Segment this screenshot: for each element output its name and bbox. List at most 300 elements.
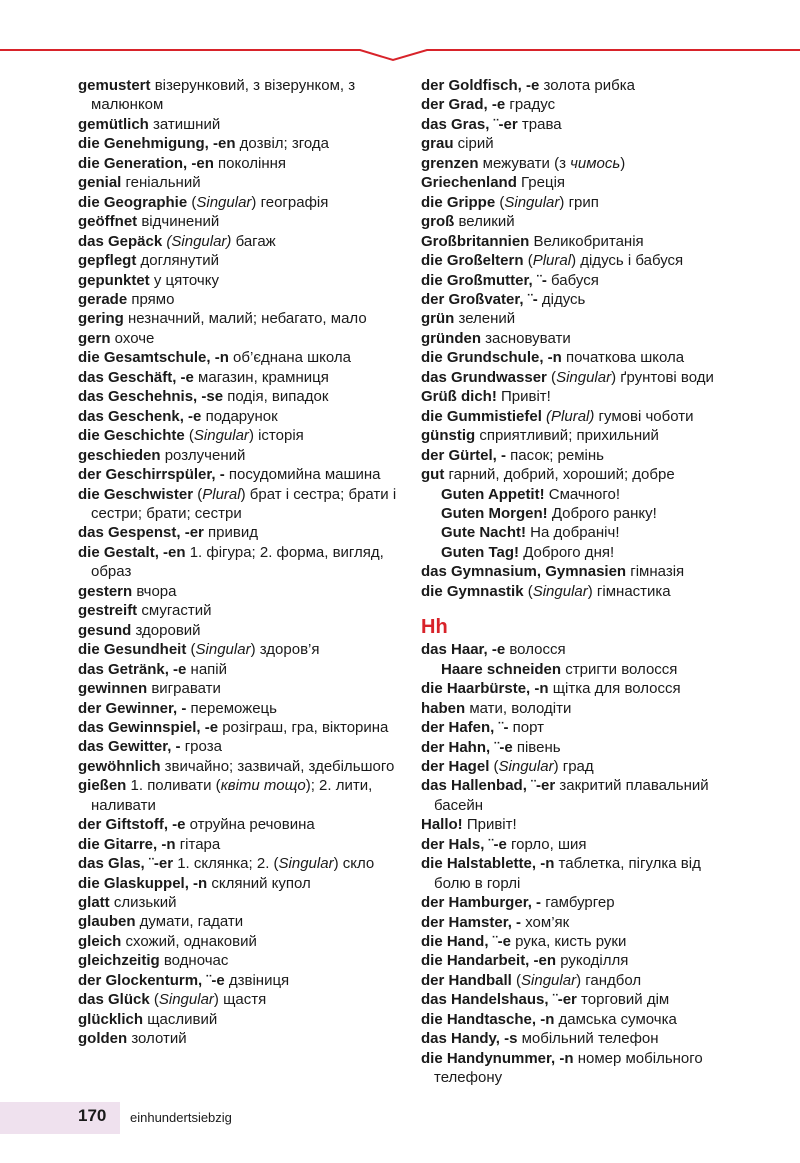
translation: затишний (148, 115, 221, 133)
dictionary-entry (421, 932, 721, 951)
top-decorative-rule (0, 0, 800, 70)
translation: 1. фігура; 2. форма, вигляд, образ (91, 543, 384, 581)
dictionary-entry (78, 212, 400, 231)
headword: die Gesamtschule, -n (78, 349, 229, 367)
dictionary-entry (78, 951, 400, 970)
dictionary-entry (78, 465, 400, 484)
dictionary-entry (78, 115, 400, 134)
dictionary-entry (78, 815, 400, 834)
dictionary-entry (78, 893, 400, 912)
headword: die Grippe (421, 193, 496, 211)
dictionary-subentry (421, 543, 721, 562)
headword: die Geschichte (78, 427, 185, 445)
headword: der Hals, ¨-e (421, 835, 507, 853)
dictionary-entry (421, 835, 721, 854)
headword: die Gitarre, -n (78, 835, 176, 853)
translation: гамбургер (541, 894, 615, 912)
translation: Смачного! (544, 485, 621, 503)
dictionary-entry (78, 582, 400, 601)
headword: gewinnen (78, 680, 148, 698)
grammar-note: Singular (504, 193, 560, 211)
dictionary-entry (421, 387, 721, 406)
grammar-note: квіти тощо (220, 777, 306, 795)
dictionary-entry (78, 718, 400, 737)
headword: gießen (78, 777, 127, 795)
headword: gesund (78, 621, 132, 639)
dictionary-entry (78, 309, 400, 328)
translation: рука, кисть руки (511, 933, 627, 951)
dictionary-entry (78, 485, 400, 524)
headword: Grüß dich! (421, 388, 497, 406)
dictionary-entry (78, 134, 400, 153)
dictionary-entry (78, 387, 400, 406)
dictionary-entry (421, 76, 721, 95)
translation: напій (186, 660, 228, 678)
headword: die Handtasche, -n (421, 1010, 555, 1028)
dictionary-entry (78, 154, 400, 173)
dictionary-entry (421, 1029, 721, 1048)
translation: гарний, добрий, хороший; добре (444, 466, 675, 484)
headword: das Gespenst, -er (78, 524, 204, 542)
translation: великий (454, 213, 515, 231)
headword: die Gesundheit (78, 641, 187, 659)
translation: звичайно; зазвичай, здебільшого (160, 757, 395, 775)
dictionary-entry (421, 582, 721, 601)
translation: ) град (553, 757, 594, 775)
headword: grau (421, 135, 454, 153)
dictionary-entry (421, 951, 721, 970)
headword: gewöhnlich (78, 757, 161, 775)
translation: відчинений (137, 213, 220, 231)
translation: багаж (231, 232, 276, 250)
headword: geschieden (78, 446, 161, 464)
dictionary-entry (421, 368, 721, 387)
translation: розіграш, гра, вікторина (218, 718, 389, 736)
dictionary-entry (78, 971, 400, 990)
translation: закритий плавальний басейн (434, 777, 709, 814)
translation: ( (489, 757, 499, 775)
translation: Привіт! (496, 388, 551, 406)
grammar-note: Plural (202, 485, 241, 503)
translation: початкова школа (561, 349, 685, 367)
headword: groß (421, 213, 455, 231)
translation: ( (546, 368, 557, 386)
headword: die Geographie (78, 193, 188, 211)
translation: покоління (213, 154, 287, 172)
translation: рукоділля (556, 952, 629, 970)
translation: горло, шия (506, 835, 587, 853)
grammar-note: Singular (158, 991, 214, 1009)
headword: gerade (78, 290, 128, 308)
left-dictionary-column (78, 76, 400, 1049)
translation: Доброго ранку! (547, 504, 657, 522)
translation: Привіт! (462, 816, 517, 834)
dictionary-entry (78, 271, 400, 290)
headword: das Gras, ¨-er (421, 115, 518, 133)
headword: glücklich (78, 1010, 144, 1028)
translation: Греція (516, 174, 566, 192)
dictionary-entry (421, 446, 721, 465)
dictionary-entry (421, 1010, 721, 1029)
headword: der Handball (421, 971, 512, 989)
dictionary-entry (78, 1010, 400, 1029)
translation: стригти волосся (561, 660, 678, 678)
translation: ( (511, 971, 522, 989)
dictionary-subentry (421, 485, 721, 504)
translation: торговий дім (576, 991, 670, 1009)
dictionary-entry (421, 232, 721, 251)
translation: дзвіниця (224, 971, 290, 989)
headword: die Großmutter, ¨- (421, 271, 547, 289)
translation: трава (517, 115, 562, 133)
translation: вчора (132, 582, 177, 600)
translation: гімназія (626, 563, 685, 581)
translation: бабуся (546, 271, 599, 289)
dictionary-entry (78, 990, 400, 1009)
headword: das Geschenk, -e (78, 407, 202, 425)
dictionary-entry (78, 621, 400, 640)
grammar-note: Singular (498, 757, 554, 775)
translation: думати, гадати (135, 913, 244, 931)
headword: der Hamburger, - (421, 894, 542, 912)
headword: die Grundschule, -n (421, 349, 562, 367)
headword: die Geschwister (78, 485, 194, 503)
dictionary-entry (421, 640, 721, 659)
headword: genial (78, 174, 122, 192)
dictionary-entry (78, 76, 400, 115)
headword: das Handy, -s (421, 1030, 518, 1048)
page-number: 170 (78, 1106, 107, 1125)
dictionary-entry (421, 212, 721, 231)
headword: gepunktet (78, 271, 150, 289)
grammar-note: Singular (193, 427, 249, 445)
translation: щітка для волосся (548, 680, 681, 698)
right-dictionary-column (421, 76, 721, 1088)
dictionary-entry (78, 523, 400, 542)
red-header-line (0, 50, 800, 60)
translation: ) гандбол (576, 971, 642, 989)
translation: На добраніч! (526, 524, 620, 542)
translation: зелений (454, 310, 516, 328)
translation: дідусь (537, 290, 586, 308)
translation: градус (505, 96, 556, 114)
dictionary-subentry (421, 660, 721, 679)
translation: ( (184, 427, 194, 445)
translation: ) грип (559, 193, 599, 211)
translation: ( (187, 193, 197, 211)
translation: хом’як (521, 913, 570, 931)
translation: гроза (180, 738, 222, 756)
headword: der Gürtel, - (421, 446, 507, 464)
translation: ) щастя (213, 991, 267, 1009)
dictionary-entry (78, 1029, 400, 1048)
translation: візерунковий, з візерунком, з малюнком (91, 77, 356, 114)
headword: der Hagel (421, 757, 490, 775)
translation: здоровий (131, 621, 201, 639)
translation: ) скло (333, 855, 375, 873)
dictionary-entry (78, 835, 400, 854)
dictionary-subentry (421, 504, 721, 523)
translation: сірий (453, 135, 494, 153)
translation: ) (620, 154, 626, 172)
translation: щасливий (143, 1010, 218, 1028)
dictionary-entry (78, 601, 400, 620)
translation: волосся (505, 641, 566, 659)
dictionary-entry (421, 251, 721, 270)
translation: геніальний (121, 174, 201, 192)
translation: ) ґрунтові води (611, 368, 714, 386)
grammar-note: Singular (196, 193, 252, 211)
dictionary-entry (78, 912, 400, 931)
headword: der Hahn, ¨-e (421, 738, 513, 756)
translation: засновувати (481, 329, 571, 347)
dictionary-entry (421, 718, 721, 737)
headword: die Haarbürste, -n (421, 680, 549, 698)
dictionary-entry (421, 913, 721, 932)
letter-section-heading: Hh (421, 616, 448, 639)
dictionary-entry (78, 660, 400, 679)
headword: geöffnet (78, 213, 138, 231)
headword: das Gepäck (78, 232, 163, 250)
headword: Großbritannien (421, 232, 530, 250)
grammar-note: Singular (521, 971, 577, 989)
translation: мобільний телефон (517, 1030, 659, 1048)
translation: об’єднана школа (228, 349, 352, 367)
headword: das Hallenbad, ¨-er (421, 777, 556, 795)
dictionary-subentry (421, 523, 721, 542)
headword: das Haar, -e (421, 641, 506, 659)
translation: дамська сумочка (554, 1010, 677, 1028)
translation: ) історія (248, 427, 304, 445)
headword: die Gummistiefel (421, 407, 542, 425)
translation: гумові чоботи (594, 407, 694, 425)
dictionary-entry (421, 465, 721, 484)
dictionary-entry (421, 562, 721, 581)
headword: das Glas, ¨-er (78, 855, 174, 873)
headword: Griechenland (421, 174, 517, 192)
headword: der Geschirrspüler, - (78, 466, 225, 484)
dictionary-entry (78, 854, 400, 873)
headword: die Generation, -en (78, 154, 214, 172)
dictionary-entry (78, 407, 400, 426)
dictionary-entry (421, 154, 721, 173)
dictionary-entry (421, 95, 721, 114)
translation: ) географія (251, 193, 329, 211)
dictionary-entry (78, 348, 400, 367)
headword: glauben (78, 913, 136, 931)
dictionary-entry (421, 738, 721, 757)
headword: Guten Morgen! (441, 504, 548, 522)
translation: магазин, крамниця (193, 368, 329, 386)
headword: gern (78, 329, 111, 347)
translation: ) гімнастика (587, 582, 671, 600)
grammar-note: чимось (570, 154, 621, 172)
translation: півень (512, 738, 561, 756)
grammar-note: Singular (556, 368, 612, 386)
dictionary-entry (421, 679, 721, 698)
dictionary-entry (421, 990, 721, 1009)
dictionary-entry (78, 290, 400, 309)
dictionary-entry (421, 115, 721, 134)
translation: подія, випадок (223, 388, 329, 406)
translation: ) здоров’я (250, 641, 320, 659)
headword: grenzen (421, 154, 479, 172)
translation: отруйна речовина (185, 816, 315, 834)
dictionary-entry (78, 329, 400, 348)
headword: das Gymnasium, Gymnasien (421, 563, 627, 581)
translation: ( (149, 991, 159, 1009)
headword: die Glaskuppel, -n (78, 874, 208, 892)
dictionary-entry (78, 426, 400, 445)
dictionary-entry (421, 290, 721, 309)
headword: der Grad, -e (421, 96, 506, 114)
dictionary-entry (421, 271, 721, 290)
headword: die Großeltern (421, 252, 524, 270)
headword: die Gestalt, -en (78, 543, 186, 561)
dictionary-entry (421, 348, 721, 367)
translation: ) брат і сестра; брати і сестри; брати; сестри (91, 485, 397, 522)
headword: die Handarbeit, -en (421, 952, 557, 970)
headword: Haare schneiden (441, 660, 562, 678)
headword: der Gewinner, - (78, 699, 187, 717)
headword: das Glück (78, 991, 150, 1009)
headword: gestreift (78, 602, 138, 620)
translation: Великобританія (529, 232, 644, 250)
translation: у цяточку (149, 271, 219, 289)
translation: номер мобільного телефону (434, 1049, 703, 1087)
headword: gemütlich (78, 115, 149, 133)
translation: незначний, малий; небагато, мало (123, 310, 367, 328)
headword: die Genehmigung, -en (78, 135, 236, 153)
translation: Доброго дня! (519, 543, 615, 561)
dictionary-entry (78, 543, 400, 582)
translation: вигравати (147, 680, 221, 698)
translation: доглянутий (136, 252, 220, 270)
translation: скляний купол (207, 874, 311, 892)
headword: glatt (78, 894, 110, 912)
dictionary-entry (421, 309, 721, 328)
dictionary-entry (78, 757, 400, 776)
headword: der Hamster, - (421, 913, 522, 931)
headword: das Geschehnis, -se (78, 388, 224, 406)
translation: дозвіл; згода (235, 135, 330, 153)
dictionary-entry (78, 679, 400, 698)
dictionary-entry (78, 232, 400, 251)
grammar-note: (Plural) (546, 407, 595, 425)
translation: золотий (127, 1030, 187, 1048)
headword: das Geschäft, -e (78, 368, 194, 386)
translation: переможець (186, 699, 277, 717)
headword: golden (78, 1030, 128, 1048)
dictionary-entry (78, 874, 400, 893)
headword: die Gymnastik (421, 582, 524, 600)
translation: прямо (127, 290, 175, 308)
translation: порт (508, 719, 545, 737)
grammar-note: Singular (195, 641, 251, 659)
grammar-note: Plural (532, 252, 572, 270)
translation: слизький (109, 894, 177, 912)
translation: межувати (з (478, 154, 571, 172)
dictionary-entry (421, 426, 721, 445)
translation: таблетка, пігулка від болю в горлі (434, 855, 701, 892)
headword: Guten Appetit! (441, 485, 545, 503)
dictionary-entry (421, 699, 721, 718)
dictionary-entry (421, 776, 721, 815)
translation: мати, володіти (465, 699, 572, 717)
dictionary-entry (78, 737, 400, 756)
headword: gepflegt (78, 252, 137, 270)
dictionary-entry (421, 173, 721, 192)
headword: der Glockenturm, ¨-e (78, 971, 225, 989)
translation: ); 2. лити, наливати (91, 777, 373, 814)
headword: Gute Nacht! (441, 524, 527, 542)
headword: gering (78, 310, 124, 328)
dictionary-entry (421, 971, 721, 990)
headword: gemustert (78, 77, 151, 94)
dictionary-entry (421, 407, 721, 426)
dictionary-entry (78, 251, 400, 270)
dictionary-entry (78, 368, 400, 387)
dictionary-entry (421, 193, 721, 212)
dictionary-entry (421, 854, 721, 893)
translation: ( (523, 252, 533, 270)
grammar-note: (Singular) (166, 232, 232, 250)
translation: ( (186, 641, 196, 659)
translation: 1. склянка; 2. ( (173, 855, 279, 873)
translation: посудомийна машина (224, 466, 381, 484)
translation: смугастий (137, 602, 212, 620)
translation: привид (203, 524, 259, 542)
translation: сприятливий; прихильний (475, 427, 659, 445)
translation: пасок; ремінь (506, 446, 604, 464)
headword: gestern (78, 582, 133, 600)
translation: ( (193, 485, 203, 503)
headword: das Gewitter, - (78, 738, 181, 756)
translation: розлучений (160, 446, 246, 464)
headword: das Gewinnspiel, -e (78, 718, 219, 736)
headword: gleichzeitig (78, 952, 160, 970)
grammar-note: Singular (532, 582, 588, 600)
translation: подарунок (201, 407, 278, 425)
headword: das Grundwasser (421, 368, 547, 386)
translation: водночас (159, 952, 229, 970)
headword: haben (421, 699, 466, 717)
headword: die Halstablette, -n (421, 855, 555, 873)
headword: grün (421, 310, 455, 328)
headword: das Handelshaus, ¨-er (421, 991, 577, 1009)
headword: günstig (421, 427, 476, 445)
dictionary-entry (421, 329, 721, 348)
translation: ( (495, 193, 505, 211)
headword: die Hand, ¨-e (421, 933, 512, 951)
dictionary-entry (78, 776, 400, 815)
dictionary-entry (78, 640, 400, 659)
dictionary-entry (78, 699, 400, 718)
headword: der Giftstoff, -e (78, 816, 186, 834)
headword: der Hafen, ¨- (421, 719, 509, 737)
headword: der Goldfisch, -e (421, 77, 540, 94)
grammar-note: Singular (278, 855, 334, 873)
translation: ( (523, 582, 533, 600)
dictionary-entry (78, 193, 400, 212)
dictionary-entry (421, 134, 721, 153)
translation: охоче (110, 329, 155, 347)
dictionary-entry (78, 173, 400, 192)
translation: 1. поливати ( (126, 777, 221, 795)
headword: die Handynummer, -n (421, 1049, 574, 1067)
headword: Hallo! (421, 816, 463, 834)
dictionary-entry (78, 932, 400, 951)
